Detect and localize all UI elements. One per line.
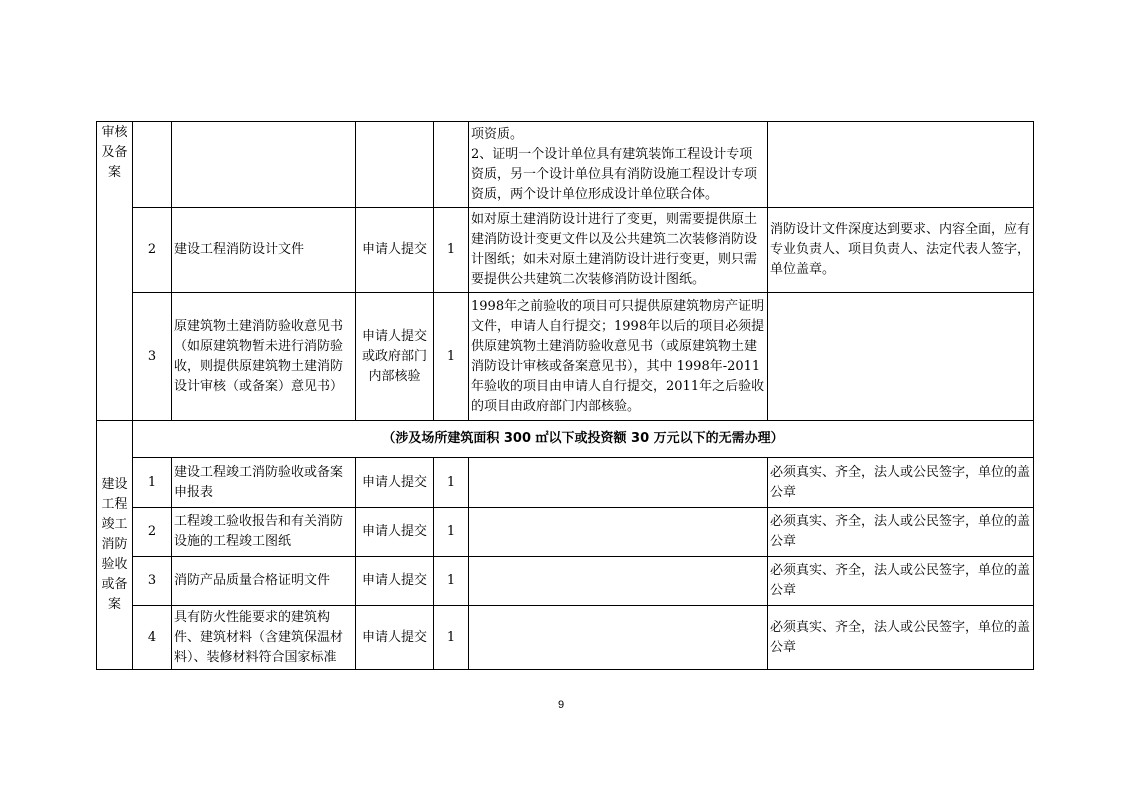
requirement-cell bbox=[768, 122, 1034, 208]
table-row bbox=[97, 458, 1034, 508]
submit-cell: 申请人提交 bbox=[356, 606, 434, 670]
num-cell: 4 bbox=[133, 606, 172, 670]
requirement-cell: 必须真实、齐全，法人或公民签字，单位的盖公章 bbox=[768, 458, 1034, 508]
requirement-cell: 必须真实、齐全，法人或公民签字，单位的盖公章 bbox=[768, 508, 1034, 557]
num-cell: 1 bbox=[133, 458, 172, 508]
num-cell: 2 bbox=[133, 508, 172, 557]
requirement-cell: 必须真实、齐全，法人或公民签字，单位的盖公章 bbox=[768, 606, 1034, 670]
table-row bbox=[97, 508, 1034, 557]
material-cell bbox=[172, 122, 356, 208]
table-row bbox=[97, 421, 1034, 458]
num-cell: 2 bbox=[133, 208, 172, 293]
notes-cell bbox=[469, 458, 768, 508]
notes-cell: 1998年之前验收的项目可只提供原建筑物房产证明文件，申请人自行提交；1998年以后的项目必须提供原建筑物土建消防验收意见书（或原建筑物土建消防设计审核或备案意见书），其中 1998年-2011 年验收的项目由申请人自行提交，2011年之后验收的项目由政府部门内部核验。 bbox=[469, 293, 768, 421]
notes-cell: 项资质。 2、证明一个设计单位具有建筑装饰工程设计专项资质，另一个设计单位具有消防设施工程设计专项资质，两个设计单位形成设计单位联合体。 bbox=[469, 122, 768, 208]
notes-cell bbox=[469, 508, 768, 557]
notes-cell: 如对原土建消防设计进行了变更，则需要提供原土建消防设计变更文件以及公共建筑二次装修消防设计图纸；如未对原土建消防设计进行变更，则只需要提供公共建筑二次装修消防设计图纸。 bbox=[469, 208, 768, 293]
num-cell bbox=[133, 122, 172, 208]
count-cell: 1 bbox=[434, 208, 469, 293]
notes-cell bbox=[469, 606, 768, 670]
table-row bbox=[97, 606, 1034, 670]
num-cell: 3 bbox=[133, 293, 172, 421]
count-cell: 1 bbox=[434, 606, 469, 670]
requirement-cell: 必须真实、齐全，法人或公民签字，单位的盖公章 bbox=[768, 557, 1034, 606]
count-cell: 1 bbox=[434, 508, 469, 557]
submit-cell: 申请人提交 bbox=[356, 458, 434, 508]
submit-cell: 申请人提交 bbox=[356, 557, 434, 606]
material-cell: 消防产品质量合格证明文件 bbox=[172, 557, 356, 606]
submit-cell bbox=[356, 122, 434, 208]
num-cell: 3 bbox=[133, 557, 172, 606]
materials-table bbox=[96, 121, 1034, 670]
material-cell: 原建筑物土建消防验收意见书（如原建筑物暂未进行消防验收，则提供原建筑物土建消防设计审核（或备案）意见书） bbox=[172, 293, 356, 421]
count-cell: 1 bbox=[434, 458, 469, 508]
submit-cell: 申请人提交或政府部门内部核验 bbox=[356, 293, 434, 421]
material-cell: 建设工程消防设计文件 bbox=[172, 208, 356, 293]
category-cell: 审核及备案 bbox=[97, 122, 133, 421]
material-cell: 建设工程竣工消防验收或备案申报表 bbox=[172, 458, 356, 508]
count-cell: 1 bbox=[434, 557, 469, 606]
requirement-cell: 消防设计文件深度达到要求、内容全面，应有专业负责人、项目负责人、法定代表人签字，单位盖章。 bbox=[768, 208, 1034, 293]
table-row bbox=[97, 293, 1034, 421]
count-cell: 1 bbox=[434, 293, 469, 421]
table-row bbox=[97, 122, 1034, 208]
submit-cell: 申请人提交 bbox=[356, 508, 434, 557]
count-cell bbox=[434, 122, 469, 208]
table-row bbox=[97, 557, 1034, 606]
notes-cell bbox=[469, 557, 768, 606]
submit-cell: 申请人提交 bbox=[356, 208, 434, 293]
table-row bbox=[97, 208, 1034, 293]
material-cell: 工程竣工验收报告和有关消防设施的工程竣工图纸 bbox=[172, 508, 356, 557]
page-number: 9 bbox=[557, 699, 565, 711]
requirement-cell bbox=[768, 293, 1034, 421]
category-cell: 建设工程竣工消防验收或备案 bbox=[97, 421, 133, 670]
notice-heading: （涉及场所建筑面积 300 ㎡以下或投资额 30 万元以下的无需办理） bbox=[133, 421, 1034, 458]
material-cell: 具有防火性能要求的建筑构件、建筑材料（含建筑保温材料）、装修材料符合国家标准 bbox=[172, 606, 356, 670]
